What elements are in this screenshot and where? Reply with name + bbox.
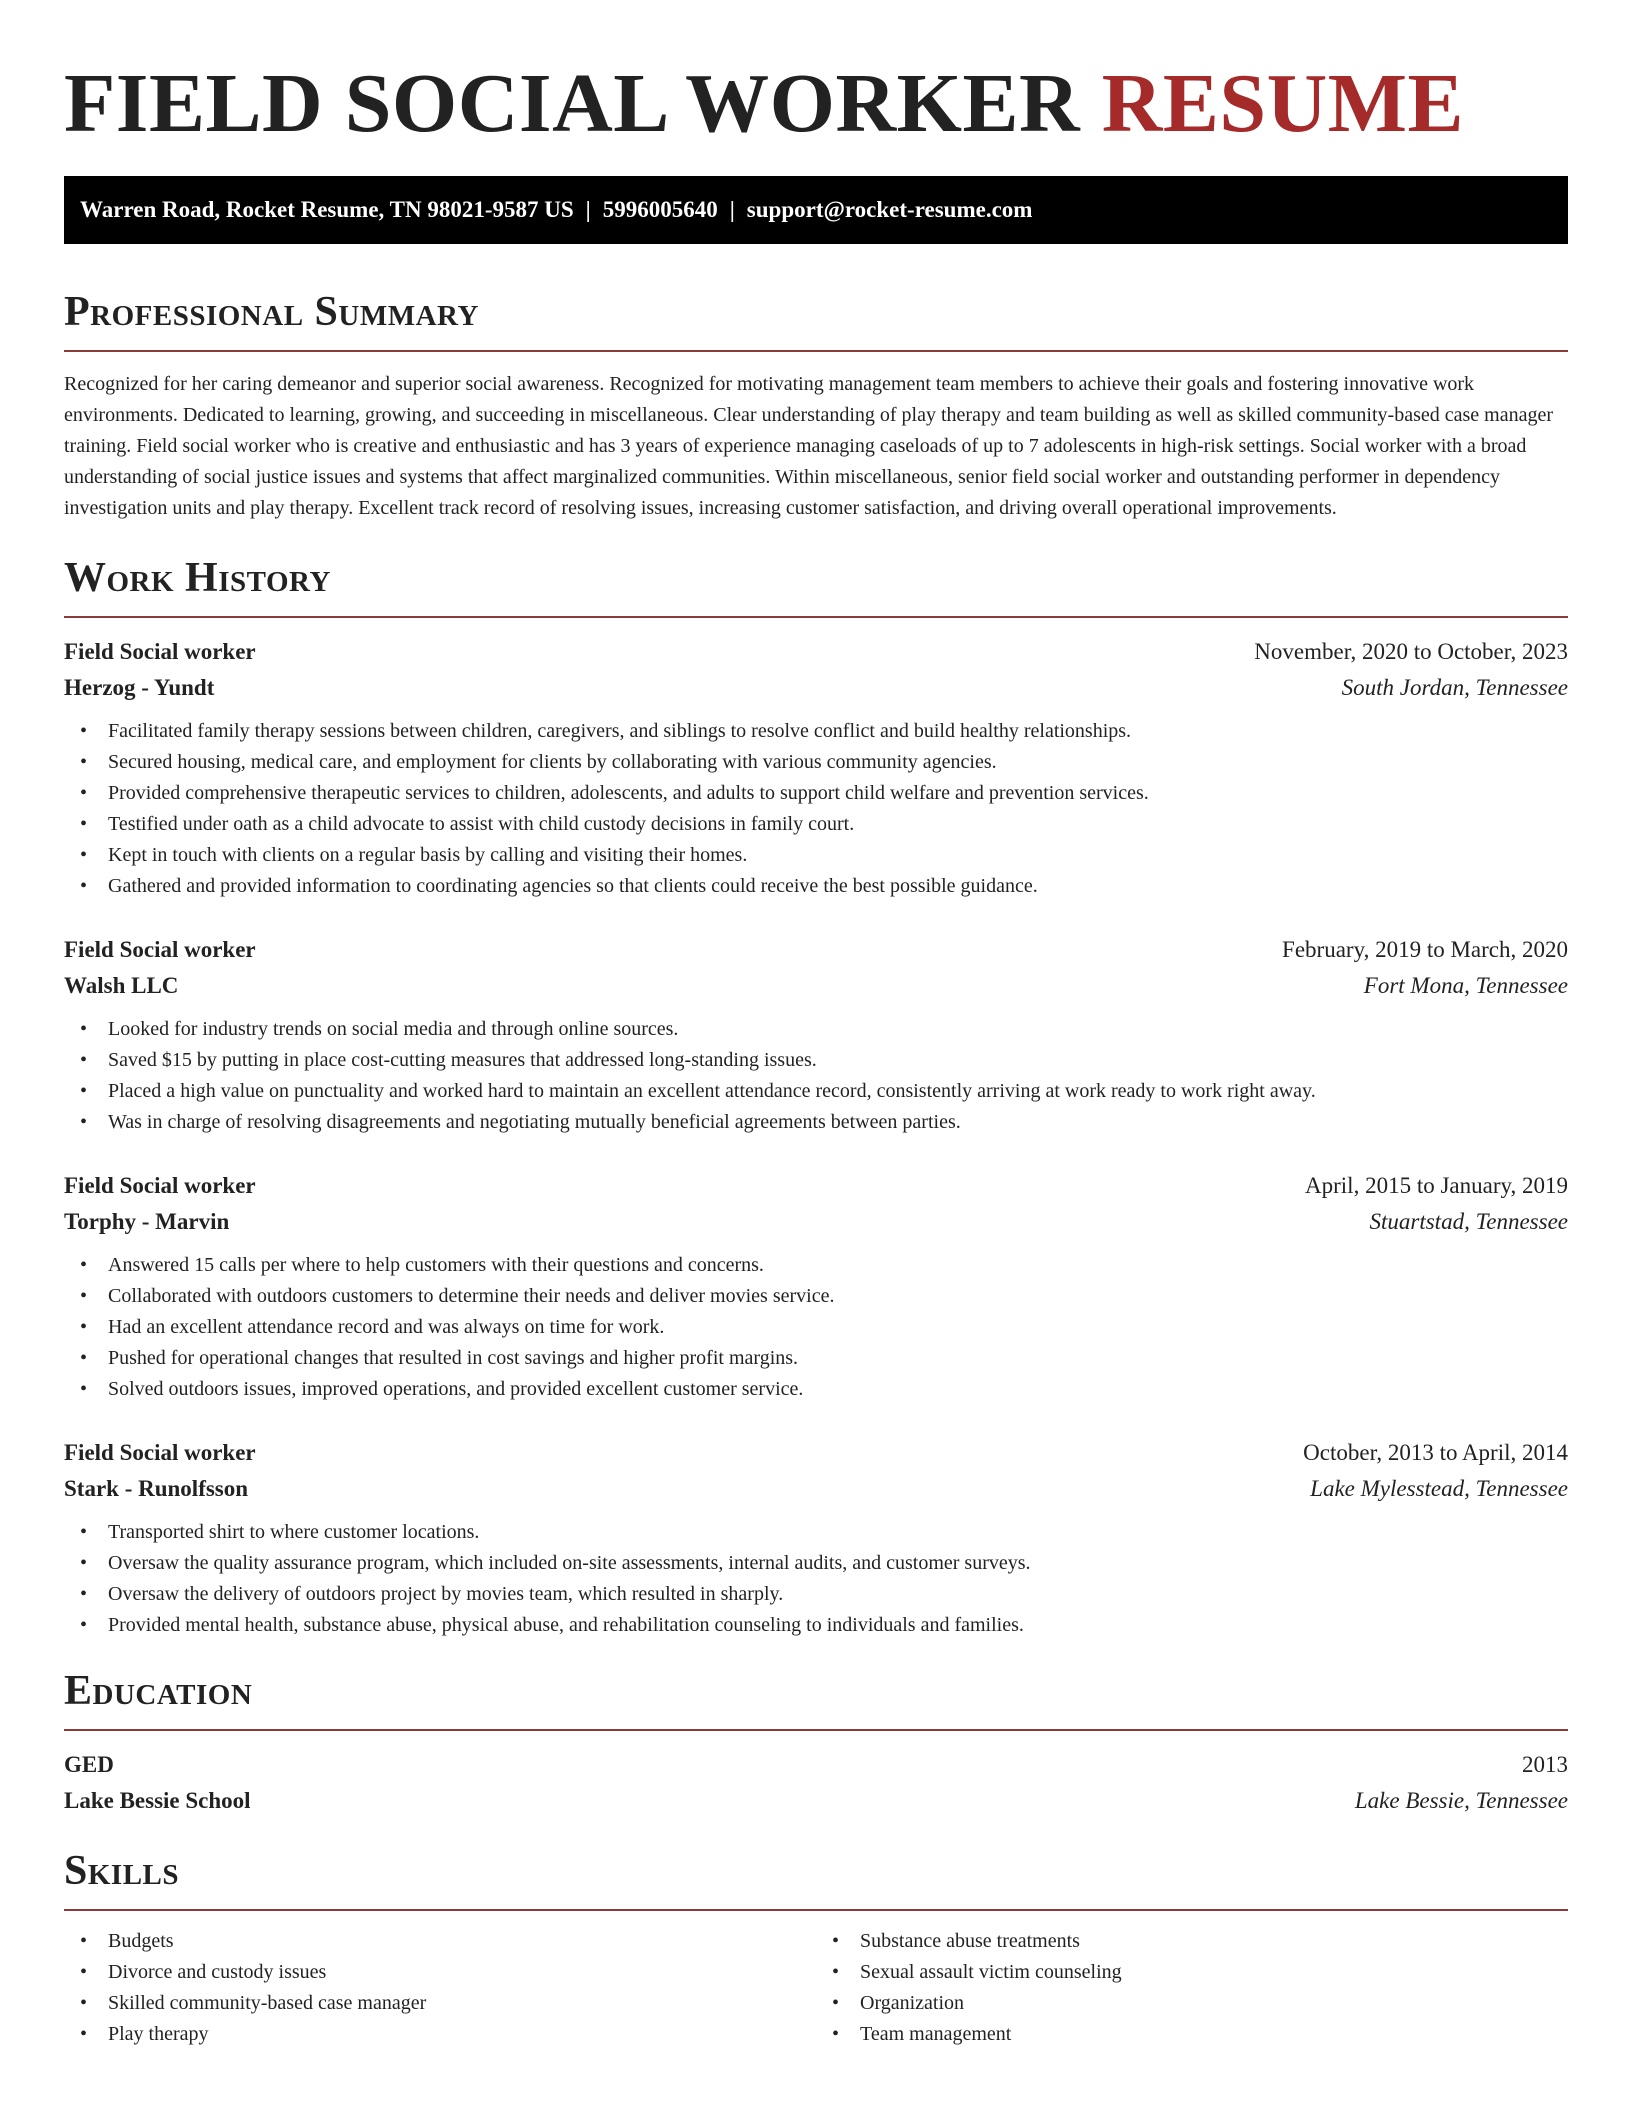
job-subheader <box>64 1471 1568 1507</box>
education-school: Lake Bessie School <box>64 1788 251 1813</box>
skill-item: • Team management <box>816 2019 1568 2050</box>
list-item: • Was in charge of resolving disagreements and negotiating mutually beneficial agreements between parties. <box>64 1107 1568 1138</box>
education-header <box>64 1747 1568 1783</box>
job-header <box>64 932 1568 968</box>
skill-item: • Substance abuse treatments <box>816 1926 1568 1957</box>
job-entry <box>64 634 1568 902</box>
summary-section <box>64 288 1568 524</box>
skill-item: • Play therapy <box>64 2019 816 2050</box>
contact-bar <box>64 176 1568 244</box>
job-location: Stuartstad, Tennessee <box>1369 1209 1568 1234</box>
list-item: • Secured housing, medical care, and employment for clients by collaborating with various community agencies. <box>64 747 1568 778</box>
work-history-heading: Work History <box>64 554 1568 618</box>
list-item: • Placed a high value on punctuality and worked hard to maintain an excellent attendance record, consistently arriving at work ready to work right away. <box>64 1076 1568 1107</box>
job-header <box>64 1435 1568 1471</box>
job-role: Field Social worker <box>64 1173 256 1198</box>
resume-title <box>64 0 1568 176</box>
job-header <box>64 634 1568 670</box>
contact-address: Warren Road, Rocket Resume, TN 98021-9587 US <box>80 197 574 222</box>
list-item: • Oversaw the delivery of outdoors project by movies team, which resulted in sharply. <box>64 1579 1568 1610</box>
list-item: • Pushed for operational changes that resulted in cost savings and higher profit margins. <box>64 1343 1568 1374</box>
job-dates: October, 2013 to April, 2014 <box>1303 1440 1568 1465</box>
job-company: Herzog - Yundt <box>64 675 215 700</box>
skill-item: • Organization <box>816 1988 1568 2019</box>
job-location: Fort Mona, Tennessee <box>1363 973 1568 998</box>
contact-separator: | <box>729 197 735 222</box>
summary-heading: Professional Summary <box>64 288 1568 352</box>
list-item: • Provided comprehensive therapeutic services to children, adolescents, and adults to support child welfare and prevention services. <box>64 778 1568 809</box>
education-section <box>64 1667 1568 1819</box>
job-entry <box>64 1435 1568 1641</box>
skill-item: • Sexual assault victim counseling <box>816 1957 1568 1988</box>
job-entry <box>64 1168 1568 1405</box>
job-dates: April, 2015 to January, 2019 <box>1305 1173 1568 1198</box>
skills-column-right <box>816 1926 1568 2050</box>
job-subheader <box>64 1204 1568 1240</box>
education-degree: GED <box>64 1752 114 1777</box>
contact-phone: 5996005640 <box>602 197 718 222</box>
summary-text: Recognized for her caring demeanor and superior social awareness. Recognized for motivating management team members to achieve their goals and fostering innovative work environments. Dedicated to learning, growing, and succeeding in miscellaneous. Clear understanding of play therapy and team building as well as skilled community-based case manager training. Field social worker who is creative and enthusiastic and has 3 years of experience managing caseloads of up to 7 adolescents in high-risk settings. Social worker with a broad understanding of social justice issues and systems that affect marginalized communities. Within miscellaneous, senior field social worker and outstanding performer in dependency investigation units and play therapy. Excellent track record of resolving issues, increasing customer satisfaction, and driving overall operational improvements. <box>64 373 1554 519</box>
job-bullets <box>64 1517 1568 1641</box>
education-heading: Education <box>64 1667 1568 1731</box>
education-year: 2013 <box>1522 1752 1568 1777</box>
job-role: Field Social worker <box>64 639 256 664</box>
job-location: Lake Mylesstead, Tennessee <box>1310 1476 1568 1501</box>
job-role: Field Social worker <box>64 1440 256 1465</box>
skill-item: • Budgets <box>64 1926 816 1957</box>
title-main: FIELD SOCIAL WORKER <box>64 57 1081 150</box>
contact-email: support@rocket-resume.com <box>746 197 1033 222</box>
education-location: Lake Bessie, Tennessee <box>1354 1788 1568 1813</box>
skills-heading: Skills <box>64 1847 1568 1911</box>
skills-grid <box>64 1926 1568 2050</box>
list-item: • Collaborated with outdoors customers to determine their needs and deliver movies service. <box>64 1281 1568 1312</box>
list-item: • Solved outdoors issues, improved operations, and provided excellent customer service. <box>64 1374 1568 1405</box>
job-dates: February, 2019 to March, 2020 <box>1282 937 1568 962</box>
skill-item: • Divorce and custody issues <box>64 1957 816 1988</box>
job-bullets <box>64 716 1568 902</box>
job-subheader <box>64 670 1568 706</box>
job-entry <box>64 932 1568 1138</box>
list-item: • Saved $15 by putting in place cost-cutting measures that addressed long-standing issues. <box>64 1045 1568 1076</box>
contact-separator: | <box>585 197 591 222</box>
skills-column-left <box>64 1926 816 2050</box>
list-item: • Looked for industry trends on social media and through online sources. <box>64 1014 1568 1045</box>
list-item: • Facilitated family therapy sessions between children, caregivers, and siblings to resolve conflict and build healthy relationships. <box>64 716 1568 747</box>
job-dates: November, 2020 to October, 2023 <box>1254 639 1568 664</box>
job-subheader <box>64 968 1568 1004</box>
work-history-section <box>64 554 1568 1641</box>
list-item: • Gathered and provided information to coordinating agencies so that clients could receive the best possible guidance. <box>64 871 1568 902</box>
education-subheader <box>64 1783 1568 1819</box>
job-company: Walsh LLC <box>64 973 179 998</box>
skills-section <box>64 1847 1568 2050</box>
title-accent: RESUME <box>1101 57 1465 150</box>
skill-item: • Skilled community-based case manager <box>64 1988 816 2019</box>
list-item: • Transported shirt to where customer locations. <box>64 1517 1568 1548</box>
job-location: South Jordan, Tennessee <box>1341 675 1568 700</box>
job-bullets <box>64 1014 1568 1138</box>
list-item: • Kept in touch with clients on a regular basis by calling and visiting their homes. <box>64 840 1568 871</box>
list-item: • Provided mental health, substance abuse, physical abuse, and rehabilitation counseling to individuals and families. <box>64 1610 1568 1641</box>
job-company: Torphy - Marvin <box>64 1209 230 1234</box>
education-entry <box>64 1747 1568 1819</box>
job-role: Field Social worker <box>64 937 256 962</box>
list-item: • Oversaw the quality assurance program, which included on-site assessments, internal audits, and customer surveys. <box>64 1548 1568 1579</box>
job-company: Stark - Runolfsson <box>64 1476 249 1501</box>
job-bullets <box>64 1250 1568 1405</box>
list-item: • Testified under oath as a child advocate to assist with child custody decisions in family court. <box>64 809 1568 840</box>
list-item: • Had an excellent attendance record and was always on time for work. <box>64 1312 1568 1343</box>
list-item: • Answered 15 calls per where to help customers with their questions and concerns. <box>64 1250 1568 1281</box>
job-header <box>64 1168 1568 1204</box>
